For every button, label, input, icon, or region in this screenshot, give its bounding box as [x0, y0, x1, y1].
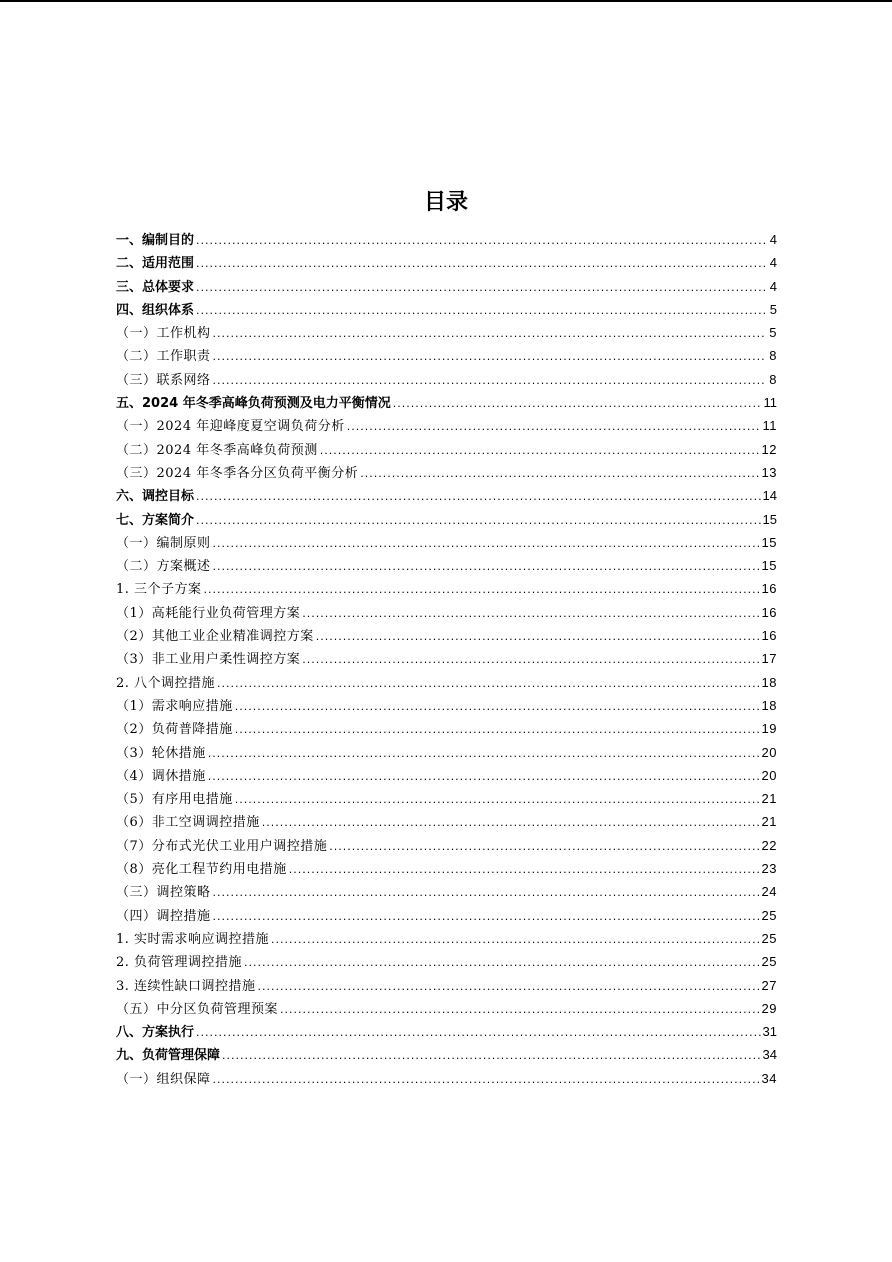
toc-entry[interactable]: [116, 741, 777, 764]
toc-dot-leader: [213, 369, 765, 392]
toc-entry-label: 1. 实时需求响应调控措施: [116, 931, 270, 947]
toc-page-number: 27: [761, 977, 777, 993]
toc-dot-leader: [196, 485, 761, 508]
toc-entry[interactable]: [116, 904, 777, 927]
toc-page-number: 25: [761, 930, 777, 946]
toc-page-number: 20: [761, 744, 777, 760]
toc-entry[interactable]: [116, 764, 777, 787]
toc-entry[interactable]: [116, 787, 777, 810]
toc-dot-leader: [213, 345, 765, 368]
toc-entry-label: （四）调控措施: [116, 908, 211, 924]
toc-entry-label: （6）非工空调调控措施: [116, 815, 260, 831]
toc-entry-label: 八、方案执行: [116, 1025, 195, 1041]
toc-page-number: 15: [762, 511, 777, 527]
toc-entry-label: 3. 连续性缺口调控措施: [116, 978, 256, 994]
toc-entry-label: 九、负荷管理保障: [116, 1048, 221, 1064]
toc-dot-leader: [213, 322, 765, 345]
toc-entry[interactable]: [116, 368, 777, 391]
toc-entry[interactable]: [116, 275, 777, 298]
toc-entry-label: （三）调控策略: [116, 885, 211, 901]
toc-entry[interactable]: [116, 810, 777, 833]
toc-entry-label: （一）编制原则: [116, 535, 211, 551]
toc-entry-label: （2）其他工业企业精准调控方案: [116, 629, 314, 645]
toc-page-number: 31: [762, 1024, 777, 1040]
toc-page-number: 4: [769, 232, 777, 247]
toc-dot-leader: [316, 625, 760, 648]
toc-page-number: 12: [761, 441, 777, 457]
toc-dot-leader: [222, 1044, 761, 1067]
toc-page-number: 8: [769, 371, 777, 387]
toc-dot-leader: [196, 299, 765, 322]
toc-entry[interactable]: [116, 461, 777, 484]
toc-entry-label: （1）高耗能行业负荷管理方案: [116, 605, 301, 621]
page-top-border: [0, 0, 892, 2]
toc-entry[interactable]: [116, 531, 777, 554]
toc-page-number: 21: [761, 791, 777, 807]
toc-dot-leader: [217, 672, 759, 695]
toc-entry[interactable]: [116, 717, 777, 740]
toc-entry-label: （3）非工业用户柔性调控方案: [116, 652, 301, 668]
toc-dot-leader: [196, 1021, 761, 1044]
toc-entry[interactable]: [116, 601, 777, 624]
toc-page-number: 16: [761, 581, 777, 597]
toc-entry-label: （五）中分区负荷管理预案: [116, 1001, 279, 1017]
toc-entry[interactable]: [116, 1043, 777, 1066]
toc-dot-leader: [196, 229, 765, 252]
toc-dot-leader: [280, 998, 760, 1021]
toc-dot-leader: [289, 858, 760, 881]
toc-entry-label: （一）工作机构: [116, 326, 211, 342]
toc-dot-leader: [208, 765, 760, 788]
toc-dot-leader: [329, 835, 759, 858]
toc-entry-label: （二）2024 年冬季高峰负荷预测: [116, 442, 318, 458]
toc-entry[interactable]: [116, 1067, 777, 1090]
toc-page-number: 18: [761, 674, 777, 690]
toc-dot-leader: [213, 1068, 760, 1091]
toc-entry[interactable]: [116, 880, 777, 903]
toc-page-number: 25: [761, 907, 777, 923]
toc-entry[interactable]: [116, 1020, 777, 1043]
toc-page-number: 16: [761, 604, 777, 620]
toc-entry[interactable]: [116, 298, 777, 321]
toc-page-number: 24: [761, 884, 777, 900]
toc-entry-label: （二）工作职责: [116, 349, 211, 365]
toc-entry-label: （4）调休措施: [116, 768, 206, 784]
toc-entry[interactable]: [116, 508, 777, 531]
toc-entry[interactable]: [116, 391, 777, 414]
toc-entry[interactable]: [116, 577, 777, 600]
toc-entry-label: 七、方案简介: [116, 512, 195, 528]
toc-page-number: 15: [761, 558, 777, 574]
toc-entry-label: （二）方案概述: [116, 559, 211, 575]
page-title: 目录: [423, 190, 468, 215]
toc-page-number: 5: [769, 325, 777, 341]
toc-entry[interactable]: [116, 438, 777, 461]
toc-dot-leader: [213, 905, 760, 928]
toc-dot-leader: [393, 392, 762, 415]
toc-entry-label: （三）2024 年冬季各分区负荷平衡分析: [116, 465, 359, 481]
toc-entry[interactable]: [116, 694, 777, 717]
toc-entry[interactable]: [116, 927, 777, 950]
toc-entry[interactable]: [116, 997, 777, 1020]
toc-entry-label: 2. 八个调控措施: [116, 675, 216, 691]
toc-entry[interactable]: [116, 414, 777, 437]
toc-entry-label: 五、2024 年冬季高峰负荷预测及电力平衡情况: [116, 396, 391, 412]
toc-entry-label: 三、总体要求: [116, 279, 195, 295]
toc-entry[interactable]: [116, 321, 777, 344]
toc-entry-label: （5）有序用电措施: [116, 792, 233, 808]
toc-dot-leader: [302, 602, 759, 625]
toc-page-number: 8: [769, 348, 777, 364]
toc-dot-leader: [204, 578, 760, 601]
toc-page-number: 22: [761, 837, 777, 853]
toc-page-number: 15: [761, 534, 777, 550]
toc-dot-leader: [302, 648, 759, 671]
toc-dot-leader: [196, 276, 765, 299]
toc-page-number: 16: [761, 628, 777, 644]
toc-dot-leader: [213, 881, 760, 904]
toc-entry-label: 一、编制目的: [116, 233, 195, 248]
toc-page-number: 23: [761, 861, 777, 877]
toc-dot-leader: [347, 415, 761, 438]
toc-entry-label: （一）组织保障: [116, 1071, 211, 1087]
toc-dot-leader: [196, 252, 765, 275]
toc-entry-label: 1. 三个子方案: [116, 582, 202, 598]
toc-entry-label: （3）轮休措施: [116, 745, 206, 761]
toc-dot-leader: [235, 788, 760, 811]
toc-entry[interactable]: [116, 974, 777, 997]
toc-entry-label: 四、组织体系: [116, 302, 195, 318]
toc-entry[interactable]: [116, 671, 777, 694]
toc-entry[interactable]: [116, 834, 777, 857]
toc-entry-label: （7）分布式光伏工业用户调控措施: [116, 838, 328, 854]
toc-page-number: 34: [762, 1047, 777, 1063]
toc-entry-label: （1）需求响应措施: [116, 698, 233, 714]
toc-page-number: 21: [761, 814, 777, 830]
toc-entry[interactable]: [116, 554, 777, 577]
toc-entry[interactable]: [116, 624, 777, 647]
toc-page-number: 11: [762, 418, 777, 434]
toc-page-number: 17: [761, 651, 777, 667]
toc-entry[interactable]: [116, 228, 777, 251]
toc-entry[interactable]: [116, 251, 777, 274]
toc-page-number: 18: [761, 697, 777, 713]
toc-page-number: 25: [761, 954, 777, 970]
toc-entry[interactable]: [116, 857, 777, 880]
toc-dot-leader: [213, 532, 760, 555]
toc-entry-label: 六、调控目标: [116, 489, 195, 505]
toc-dot-leader: [320, 439, 760, 462]
table-of-contents: [116, 228, 777, 1090]
toc-page-number: 14: [762, 488, 777, 504]
toc-page-number: 4: [769, 255, 777, 271]
toc-dot-leader: [360, 462, 759, 485]
toc-dot-leader: [235, 718, 760, 741]
toc-entry-label: （2）负荷普降措施: [116, 722, 233, 738]
toc-dot-leader: [208, 742, 760, 765]
toc-entry-label: （8）亮化工程节约用电措施: [116, 862, 287, 878]
toc-page-number: 34: [761, 1070, 777, 1086]
toc-page-number: 13: [761, 464, 777, 480]
toc-page-number: 11: [763, 395, 777, 411]
toc-entry[interactable]: [116, 950, 777, 973]
toc-page-number: 29: [761, 1000, 777, 1016]
toc-dot-leader: [196, 509, 761, 532]
toc-entry-label: （一）2024 年迎峰度夏空调负荷分析: [116, 419, 345, 435]
toc-dot-leader: [235, 695, 760, 718]
toc-dot-leader: [244, 951, 759, 974]
toc-entry-label: 二、适用范围: [116, 256, 195, 272]
toc-entry[interactable]: [116, 484, 777, 507]
toc-page-number: 5: [769, 301, 777, 317]
toc-dot-leader: [271, 928, 759, 951]
toc-page-number: 19: [761, 721, 777, 737]
toc-entry-label: （三）联系网络: [116, 372, 211, 388]
toc-page-number: 4: [769, 278, 777, 294]
toc-dot-leader: [213, 555, 760, 578]
toc-entry[interactable]: [116, 344, 777, 367]
toc-entry-label: 2. 负荷管理调控措施: [116, 955, 243, 971]
toc-dot-leader: [262, 811, 760, 834]
toc-dot-leader: [258, 975, 760, 998]
toc-page-number: 20: [761, 767, 777, 783]
toc-entry[interactable]: [116, 647, 777, 670]
